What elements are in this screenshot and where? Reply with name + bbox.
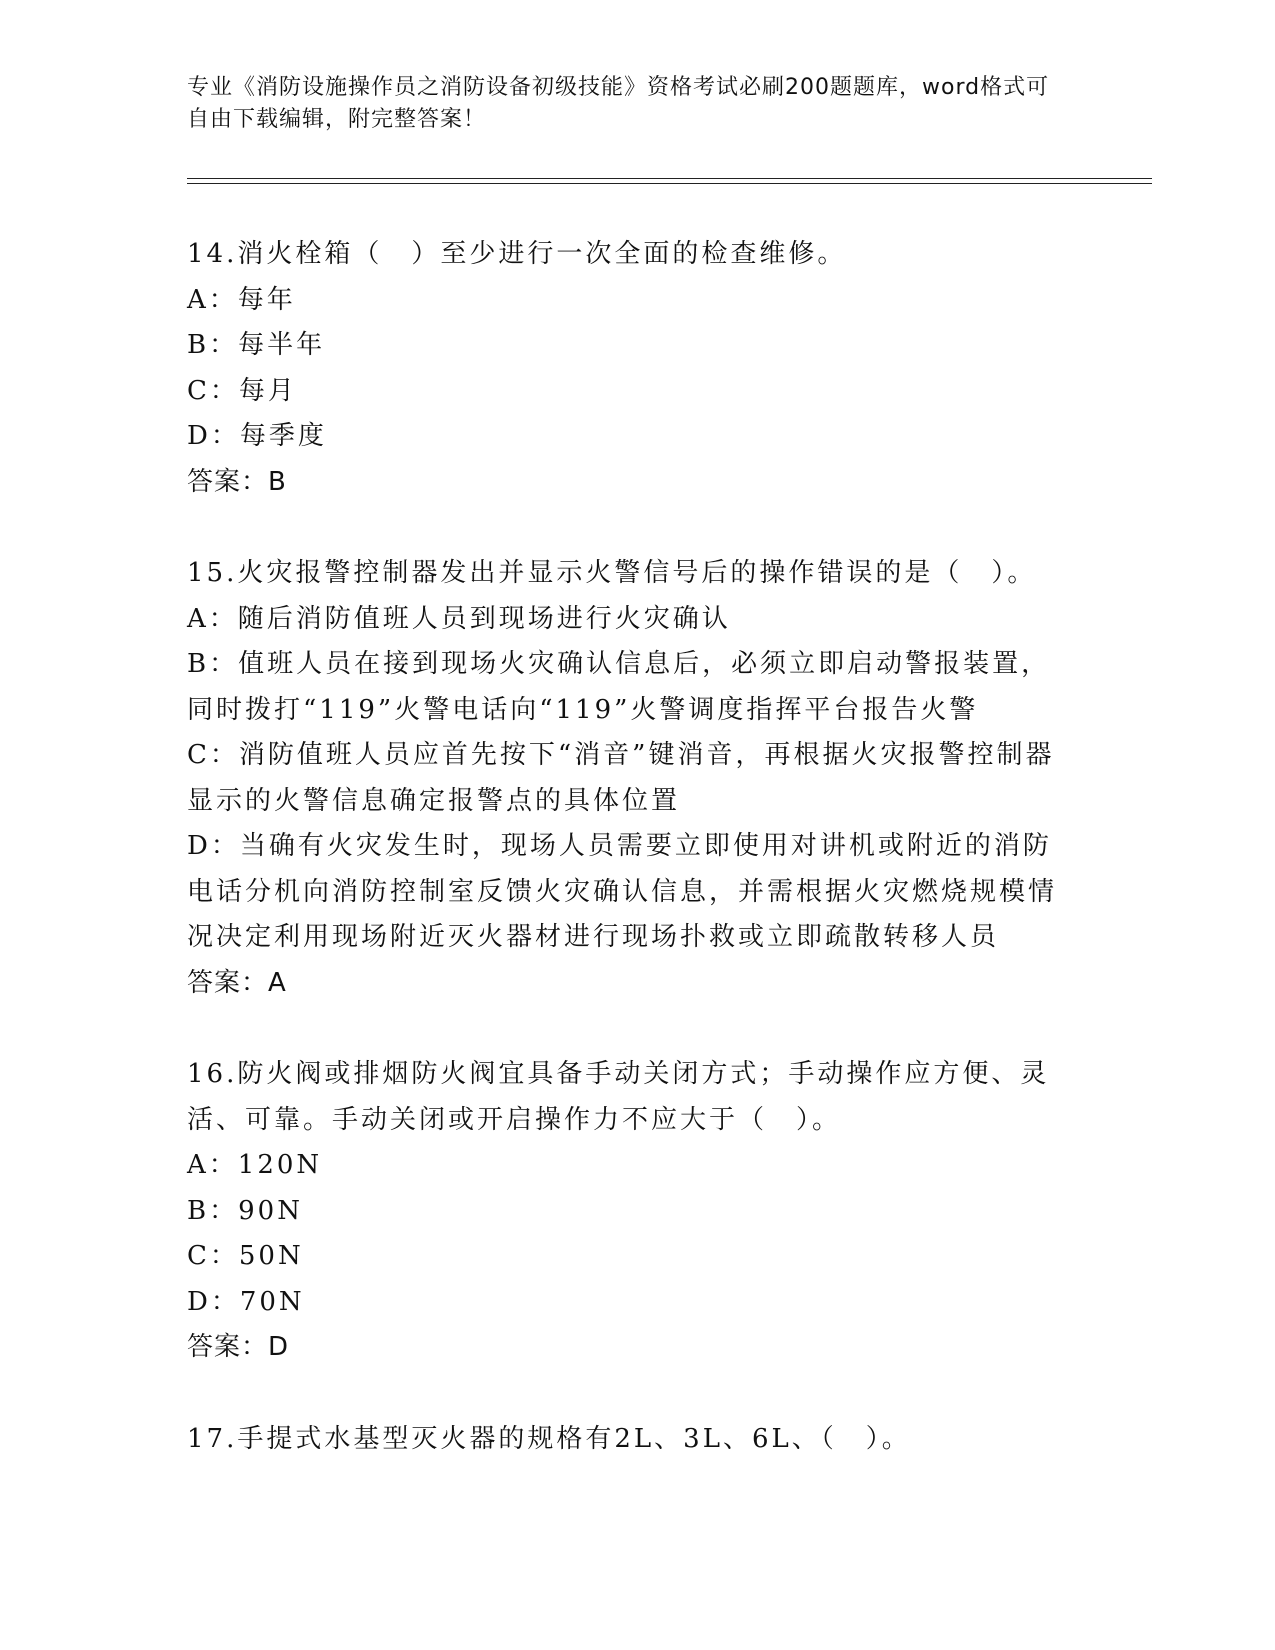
question-17	[187, 1417, 1067, 1463]
option-d: D：70N	[187, 1286, 305, 1317]
option-c: C：消防值班人员应首先按下“消音”键消音，再根据火灾报警控制器显示的火警信息确定报警点的具体位置	[187, 740, 1055, 816]
question-stem: 16.防火阀或排烟防火阀宜具备手动关闭方式；手动操作应方便、灵活、可靠。手动关闭或开启操作力不应大于（ ）。	[187, 1059, 1050, 1135]
option-d: D：当确有火灾发生时，现场人员需要立即使用对讲机或附近的消防电话分机向消防控制室反馈火灾确认信息，并需根据火灾燃烧规模情况决定利用现场附近灭火器材进行现场扑救或立即疏散转移人员	[187, 831, 1058, 952]
header-divider-top	[187, 178, 1152, 179]
question-list	[187, 232, 1067, 1462]
question-14	[187, 232, 1067, 505]
document-header: 专业《消防设施操作员之消防设备初级技能》资格考试必刷200题题库，word格式可自由下载编辑，附完整答案！	[187, 75, 1050, 132]
question-stem: 15.火灾报警控制器发出并显示火警信号后的操作错误的是（ ）。	[187, 558, 1037, 588]
option-d: D：每季度	[187, 421, 327, 451]
option-b: B：值班人员在接到现场火灾确认信息后，必须立即启动警报装置，同时拨打“119”火警电话向“119”火警调度指挥平台报告火警	[187, 649, 1051, 725]
option-b: B：90N	[187, 1195, 303, 1226]
option-a: A：120N	[187, 1150, 323, 1180]
option-a: A：随后消防值班人员到现场进行火灾确认	[187, 603, 731, 634]
question-stem: 14.消火栓箱（ ）至少进行一次全面的检查维修。	[187, 239, 847, 269]
answer: 答案：A	[187, 967, 287, 998]
question-stem: 17.手提式水基型灭火器的规格有2L、3L、6L、（ ）。	[187, 1423, 911, 1454]
question-15	[187, 551, 1067, 1006]
answer: 答案：B	[187, 466, 287, 497]
option-b: B：每半年	[187, 330, 326, 360]
header-divider-bottom	[187, 183, 1152, 184]
question-16	[187, 1052, 1067, 1371]
option-c: C：50N	[187, 1241, 304, 1271]
answer: 答案：D	[187, 1332, 290, 1362]
option-a: A：每年	[187, 284, 296, 315]
option-c: C：每月	[187, 375, 297, 406]
